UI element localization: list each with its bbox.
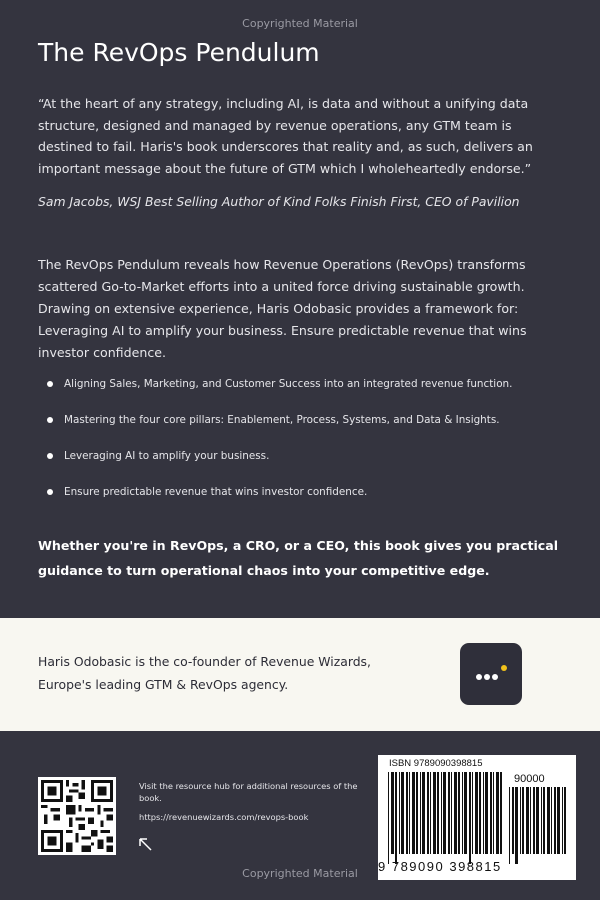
closing-statement: Whether you're in RevOps, a CRO, or a CEO, this book gives you practical guidance to turn operational chaos into your competitive edge.	[38, 538, 559, 578]
benefit-list	[38, 373, 568, 517]
barcode-addon-bars-icon	[507, 787, 569, 864]
benefit-text: Ensure predictable revenue that wins investor confidence.	[64, 486, 368, 498]
revenue-wizards-logo-icon	[460, 643, 522, 705]
arrow-up-left-icon	[137, 836, 155, 854]
book-title: The RevOps Pendulum	[38, 38, 320, 67]
isbn-label: ISBN 9789090398815	[389, 758, 483, 769]
barcode-digits: 9 789090 398815	[378, 859, 502, 874]
benefit-item	[38, 373, 568, 409]
resource-hub-link[interactable]: https://revenuewizards.com/revops-book	[139, 812, 309, 822]
benefit-item	[38, 445, 568, 481]
benefit-item	[38, 481, 568, 517]
barcode-bars-icon	[386, 772, 504, 864]
book-description: The RevOps Pendulum reveals how Revenue Operations (RevOps) transforms scattered Go-to-Market efforts into a united force driving sustainable growth. Drawing on extensive experience, Haris Odobasic provides a framework for: Leveraging AI to amplify your business. Ensure predictable revenue that wins investor confidence.	[38, 257, 527, 360]
benefit-text: Mastering the four core pillars: Enablement, Process, Systems, and Data & Insights.	[64, 414, 500, 426]
isbn-barcode	[378, 755, 576, 880]
author-bio: Haris Odobasic is the co-founder of Revenue Wizards, Europe's leading GTM & RevOps agency.	[38, 654, 371, 692]
endorsement-quote: “At the heart of any strategy, including AI, is data and without a unifying data structure, designed and managed by revenue operations, any GTM team is destined to fail. Haris's book underscores that reality and, as such, delivers an important message about the future of GTM which I wholeheartedly endorse.”	[38, 96, 533, 176]
watermark-bottom: Copyrighted Material	[242, 867, 358, 880]
bullet-icon	[47, 417, 53, 423]
bullet-icon	[47, 381, 53, 387]
bullet-icon	[47, 453, 53, 459]
benefit-item	[38, 409, 568, 445]
benefit-text: Leveraging AI to amplify your business.	[64, 450, 270, 462]
bullet-icon	[47, 489, 53, 495]
resource-hub-text: Visit the resource hub for additional resources of the book.	[139, 781, 358, 803]
quote-attribution: Sam Jacobs, WSJ Best Selling Author of Kind Folks Finish First, CEO of Pavilion	[38, 194, 520, 209]
price-code: 90000	[514, 773, 545, 785]
benefit-text: Aligning Sales, Marketing, and Customer Success into an integrated revenue function.	[64, 378, 513, 390]
watermark-top: Copyrighted Material	[242, 17, 358, 30]
qr-code-icon[interactable]	[38, 777, 116, 855]
